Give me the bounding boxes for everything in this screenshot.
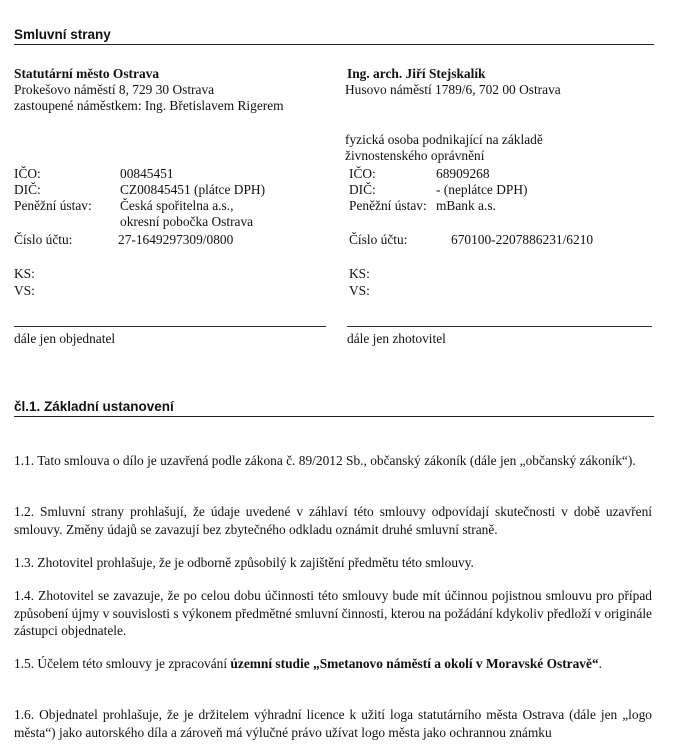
- left-dic-label: DIČ:: [14, 182, 41, 197]
- right-bank-label: Peněžní ústav:: [349, 198, 427, 213]
- paragraph-1-5: [14, 655, 652, 673]
- paragraph-1-5-prefix: 1.5. Účelem této smlouvy je zpracování: [14, 656, 231, 671]
- left-party-role: dále jen objednatel: [14, 331, 116, 346]
- right-party-note-line1: fyzická osoba podnikající na základě: [345, 132, 543, 147]
- right-party-address: Husovo náměstí 1789/6, 702 00 Ostrava: [345, 82, 561, 97]
- section-title-basic-provisions: čl.1. Základní ustanovení: [14, 399, 654, 417]
- left-ks-label: KS:: [14, 266, 35, 281]
- right-vs-label: VS:: [349, 283, 370, 298]
- left-party-represented: zastoupené náměstkem: Ing. Břetislavem Rigerem: [14, 98, 284, 113]
- paragraph-1-6: 1.6. Objednatel prohlašuje, že je držitelem výhradní licence k užití loga statutárního města Ostrava (dále jen „logo města“) jako autorského díla a zároveň má výlučné právo užívat logo města jako ochrannou známku: [14, 707, 652, 740]
- right-ks-label: KS:: [349, 266, 370, 281]
- section-title-parties: Smluvní strany: [14, 27, 654, 45]
- left-dic-value: CZ00845451 (plátce DPH): [120, 182, 266, 197]
- right-account-label: Číslo účtu:: [349, 232, 408, 247]
- left-vs-label: VS:: [14, 283, 35, 298]
- right-dic-value: - (neplátce DPH): [436, 182, 528, 197]
- right-ico-label: IČO:: [349, 166, 376, 181]
- left-bank-value-line1: Česká spořitelna a.s.,: [120, 198, 234, 213]
- right-ico-value: 68909268: [436, 166, 490, 181]
- right-account-value: 670100-2207886231/6210: [451, 232, 594, 247]
- left-ico-label: IČO:: [14, 166, 41, 181]
- left-ico-value: 00845451: [120, 166, 174, 181]
- left-bank-label: Peněžní ústav:: [14, 198, 92, 213]
- right-party-role: dále jen zhotovitel: [347, 331, 446, 346]
- paragraph-1-2: 1.2. Smluvní strany prohlašují, že údaje uvedené v záhlaví této smlouvy odpovídají skutečnosti v době uzavření smlouvy. Změny údajů se zavazují bez zbytečného odkladu oznámit druhé smluvní straně.: [14, 504, 652, 537]
- paragraph-1-5-suffix: .: [598, 656, 603, 671]
- left-account-value: 27-1649297309/0800: [118, 232, 234, 247]
- paragraph-1-5-study-title: územní studie „Smetanovo náměstí a okolí v Moravské Ostravě“: [230, 656, 599, 671]
- left-signature-line: [14, 326, 326, 327]
- left-account-label: Číslo účtu:: [14, 232, 73, 247]
- right-signature-line: [347, 326, 652, 327]
- left-bank-value-line2: okresní pobočka Ostrava: [120, 214, 254, 229]
- right-party-note-line2: živnostenského oprávnění: [345, 148, 485, 163]
- right-bank-value: mBank a.s.: [436, 198, 496, 213]
- paragraph-1-4: 1.4. Zhotovitel se zavazuje, že po celou dobu účinnosti této smlouvy bude mít účinnou pojistnou smlouvu pro případ způsobení újmy v souvislosti s výkonem předmětné smluvní činnosti, kterou na požádání kdykoliv předloží v originále zástupci objednatele.: [14, 588, 652, 638]
- paragraph-1-3: 1.3. Zhotovitel prohlašuje, že je odborně způsobilý k zajištění předmětu této smlouvy.: [14, 555, 474, 570]
- left-party-address: Prokešovo náměstí 8, 729 30 Ostrava: [14, 82, 215, 97]
- paragraph-1-1: 1.1. Tato smlouva o dílo je uzavřená podle zákona č. 89/2012 Sb., občanský zákoník (dále jen „občanský zákoník“).: [14, 453, 636, 468]
- right-party-name: Ing. arch. Jiří Stejskalík: [347, 66, 486, 81]
- right-dic-label: DIČ:: [349, 182, 376, 197]
- left-party-name: Statutární město Ostrava: [14, 66, 160, 81]
